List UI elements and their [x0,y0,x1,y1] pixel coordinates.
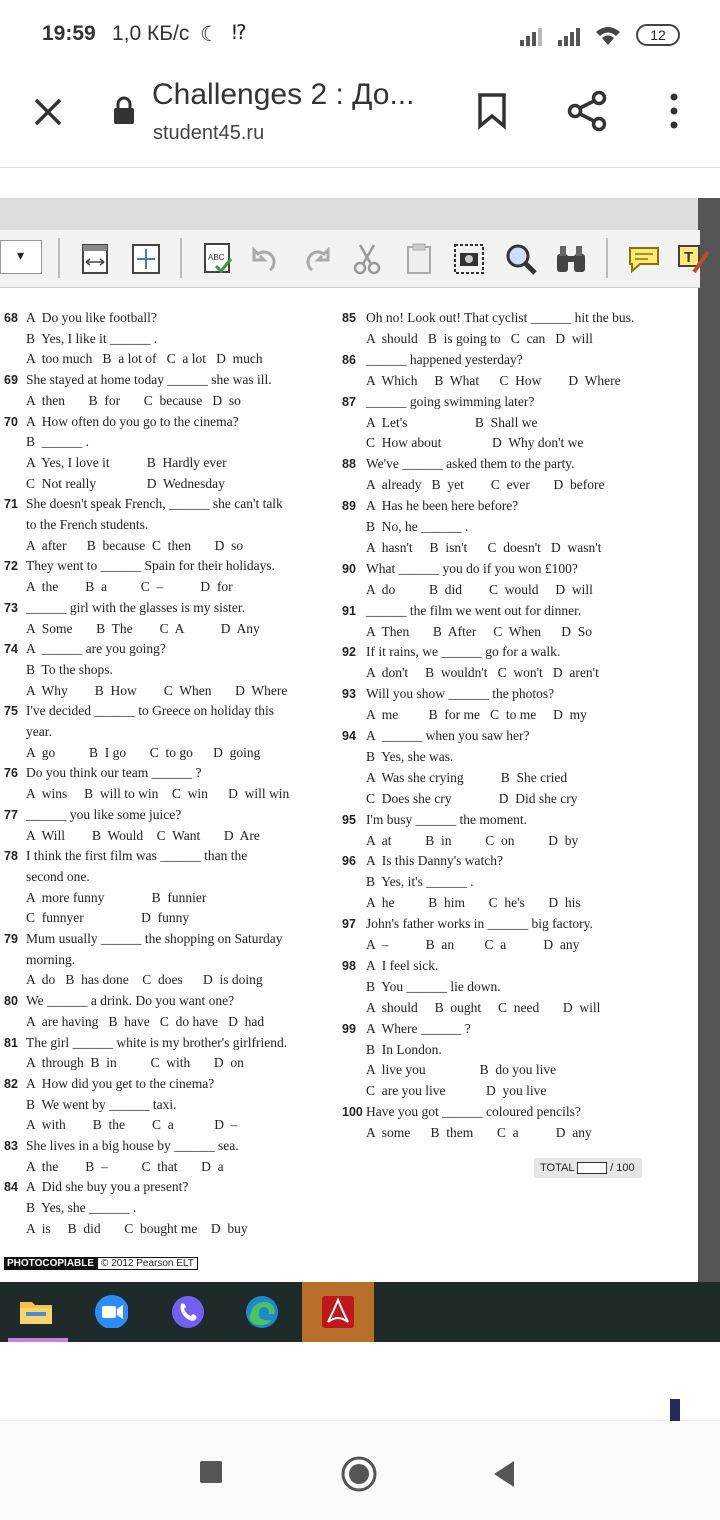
question-number: 75 [4,704,18,719]
question-text: ______ the film we went out for dinner. [366,602,582,618]
question-line [342,498,518,514]
question-line [4,496,283,512]
pdf-reader-taskbar-item[interactable] [302,1282,374,1342]
answer-line [342,477,604,493]
answer-line [4,786,289,802]
question-line [4,1076,214,1092]
question-number: 70 [4,414,18,429]
question-line [4,703,274,719]
question-text: B You ______ lie down. [366,978,501,994]
question-text: A do B did C would D will [366,581,593,597]
question-text: B Yes, she was. [366,748,454,764]
question-text: A some B them C a D any [366,1125,592,1141]
copyright-text: © 2012 Pearson ELT [97,1257,198,1270]
question-number: 91 [342,603,356,618]
answer-line [342,331,593,347]
more-options-icon[interactable] [668,92,680,132]
question-text: I'm busy ______ the moment. [366,811,528,827]
question-number: 100 [342,1105,363,1120]
answer-line [4,724,52,740]
question-line [342,644,560,660]
question-text: A already B yet C ever D before [366,477,605,493]
question-text: Oh no! Look out! That cyclist ______ hit the bus. [366,310,635,325]
question-text: We ______ a drink. Do you want one? [26,993,235,1009]
answer-line [4,331,157,347]
answer-line [4,621,260,637]
question-line [4,993,234,1009]
answer-line [342,791,577,807]
network-speed: 1,0 КБ/с [112,22,190,45]
question-text: What ______ you do if you won £100? [366,560,578,576]
question-text: C Does she cry D Did she cry [366,790,578,806]
question-text: A Is this Danny's watch? [366,853,504,869]
page-title: Challenges 2 : До... [152,78,415,111]
question-line [342,1021,471,1037]
answer-line [342,707,587,723]
question-number: 79 [4,932,18,946]
question-text: A ______ when you saw her? [366,728,530,743]
question-text: B ______ . [26,434,90,450]
answer-line [4,828,260,844]
question-number: 72 [4,559,18,574]
undo-icon[interactable] [250,244,280,274]
answer-line [342,519,468,535]
answer-line [4,745,260,761]
answer-line [342,1042,442,1058]
question-line [4,848,247,864]
question-text: C are you live D you live [366,1083,547,1099]
question-number: 69 [4,373,18,388]
question-line [4,1035,287,1051]
question-text: She doesn't speak French, ______ she can't talk [26,496,283,512]
question-text: B Yes, she ______ . [26,1200,137,1216]
browser-app-bar [0,70,720,168]
lock-icon [112,96,136,126]
search-icon[interactable] [504,242,538,276]
question-text: A How did you get to the cinema? [26,1075,215,1091]
zoom-app-icon[interactable] [94,1294,128,1328]
zoom-dropdown[interactable] [0,240,42,274]
answer-line [4,869,90,885]
notification-icon: ⁉ [232,22,247,44]
question-text: The girl ______ white is my brother's girlfriend. [26,1034,288,1050]
question-line [4,600,245,616]
question-text: A is B did C bought me D buy [26,1220,248,1236]
question-text: They went to ______ Spain for their holidays. [26,558,275,574]
find-binoculars-icon[interactable] [554,242,588,276]
answer-line [342,895,581,911]
chevron-down-icon: ▾ [17,247,25,263]
question-line [4,414,239,430]
total-max: / 100 [610,1162,635,1174]
photocopiable-label: PHOTOCOPIABLE [4,1257,97,1270]
question-number: 90 [342,561,356,576]
question-text: to the French students. [26,517,149,532]
question-number: 87 [342,394,356,409]
cut-icon[interactable] [352,242,382,276]
edge-marker [670,1399,680,1421]
question-text: A should B is going to C can D will [366,330,593,346]
question-text: B In London. [366,1041,442,1057]
answer-line [4,662,113,678]
question-line [342,456,575,472]
back-button[interactable] [492,1459,518,1489]
answer-line [4,1055,244,1071]
question-text: A are having B have C do have D had [26,1013,265,1029]
question-number: 94 [342,729,356,743]
question-text: A at B in C on D by [366,832,579,848]
question-text: A Was she crying B She cried [366,769,568,785]
question-text: I think the first film was ______ than the [26,848,248,864]
question-line [342,352,523,368]
question-text: A hasn't B isn't C doesn't D wasn't [366,539,602,555]
question-line [4,372,272,388]
question-text: A wins B will to win C win D will win [26,786,290,802]
question-text: ______ going swimming later? [366,393,535,409]
viewer-scroll-strip[interactable] [698,198,720,1282]
question-number: 80 [4,994,18,1009]
page-url[interactable]: student45.ru [153,122,265,144]
redo-icon[interactable] [302,244,332,274]
question-number: 77 [4,807,18,822]
question-text: A through B in C with D on [26,1055,244,1071]
question-text: A the B – C that D a [26,1158,224,1174]
active-indicator [8,1338,68,1342]
answer-line [342,665,599,681]
question-text: A more funny B funnier [26,889,207,905]
battery-icon [636,24,680,46]
question-text: B Yes, I like it ______ . [26,330,158,346]
question-text: Will you show ______ the photos? [366,686,555,702]
question-text: If it rains, we ______ go for a walk. [366,644,561,660]
os-taskbar [0,1282,720,1342]
answer-line [342,1125,592,1141]
question-text: A Which B What C How D Where [366,372,621,388]
question-number: 92 [342,645,356,660]
question-text: Have you got ______ coloured pencils? [366,1104,581,1120]
answer-line [342,833,578,849]
question-number: 98 [342,958,356,973]
question-number: 78 [4,849,18,864]
question-line [342,394,534,410]
question-text: A with B the C a D – [26,1117,238,1133]
question-text: ______ girl with the glasses is my sister. [26,599,245,615]
answer-line [4,890,206,906]
answer-line [4,1221,248,1237]
answer-line [4,579,233,595]
question-text: A go B I go C to go D going [26,744,261,760]
question-text: A Where ______ ? [366,1020,471,1036]
question-number: 86 [342,352,356,367]
system-nav-bar [0,1420,720,1520]
question-text: A don't B wouldn't C won't D aren't [366,665,599,681]
answer-line [4,351,263,367]
answer-line [342,874,473,890]
question-line [4,931,283,947]
answer-line [4,393,241,409]
answer-line [4,455,227,471]
signal-icon [520,24,630,48]
pdf-page [0,300,698,1280]
question-text: morning. [26,951,76,967]
question-number: 99 [342,1021,356,1036]
question-number: 76 [4,766,18,781]
question-number: 84 [4,1180,18,1195]
question-text: A Some B The C A D Any [26,620,260,636]
home-button[interactable] [340,1455,378,1493]
answer-line [342,435,583,451]
viewer-header-strip [0,198,700,230]
pdf-toolbar [0,230,700,288]
answer-line [4,1097,177,1113]
question-line [342,603,581,619]
moon-icon: ☾ [200,23,219,46]
answer-line [342,582,593,598]
spellcheck-icon[interactable] [202,242,234,276]
answer-line [4,1200,136,1216]
question-number: 88 [342,457,356,472]
answer-line [4,1014,264,1030]
question-line [4,807,181,823]
question-number: 85 [342,311,356,325]
question-line [342,916,593,932]
question-text: A Yes, I love it B Hardly ever [26,454,227,470]
question-text: A Do you like football? [26,310,157,325]
comment-icon[interactable] [626,244,662,274]
file-explorer-icon[interactable] [18,1294,52,1328]
question-text: B To the shops. [26,661,113,677]
answer-line [4,517,148,533]
question-text: A ______ are you going? [26,641,166,657]
question-text: A I feel sick. [366,957,439,973]
question-line [342,958,438,974]
snapshot-icon[interactable] [452,242,486,276]
question-line [342,812,527,828]
question-text: A me B for me C to me D my [366,707,587,723]
question-number: 89 [342,499,356,514]
paste-icon[interactable] [404,242,434,276]
question-number: 97 [342,917,356,932]
share-icon[interactable] [566,90,608,132]
total-label: TOTAL [540,1162,575,1174]
question-text: Mum usually ______ the shopping on Saturday [26,931,283,946]
pdf-reader-icon [320,1294,356,1330]
question-number: 83 [4,1139,18,1153]
question-text: A How often do you go to the cinema? [26,413,239,429]
question-line [4,558,275,574]
question-text: C How about D Why don't we [366,435,584,451]
viber-icon[interactable] [170,1294,204,1328]
question-text: John's father works in ______ big factory. [366,916,593,932]
answer-line [4,538,243,554]
answer-line [4,1117,238,1133]
svg-text:ABC: ABC [208,253,225,262]
question-text: A after B because C then D so [26,537,244,553]
question-text: ______ happened yesterday? [366,351,523,367]
question-text: A Did she buy you a present? [26,1179,189,1195]
total-score-box [534,1158,642,1178]
answer-line [342,1083,546,1099]
question-text: C funnyer D funny [26,910,190,926]
question-text: B We went by ______ taxi. [26,1096,177,1112]
close-icon[interactable] [32,96,64,128]
question-text: A Has he been here before? [366,498,519,514]
answer-line [342,1062,556,1078]
svg-text:T: T [684,249,694,266]
fit-page-icon[interactable] [130,242,162,276]
question-text: C Not really D Wednesday [26,475,225,491]
toolbar-divider [606,238,608,278]
question-text: We've ______ asked them to the party. [366,456,575,472]
answer-line [342,624,592,640]
question-text: A then B for C because D so [26,392,241,408]
status-bar [0,0,720,70]
answer-line [342,937,579,953]
question-number: 96 [342,854,356,869]
question-text: A Will B Would C Want D Are [26,827,260,843]
page-footer [4,1256,198,1272]
question-line [4,1138,239,1154]
question-number: 93 [342,687,356,702]
total-input-box[interactable] [577,1162,607,1174]
question-line [4,310,157,326]
question-text: A should B ought C need D will [366,999,601,1015]
question-number: 68 [4,311,18,325]
question-line [4,765,201,781]
question-text: A Why B How C When D Where [26,682,288,698]
answer-line [4,434,89,450]
question-number: 81 [4,1035,18,1050]
question-number: 95 [342,812,356,827]
answer-line [4,1159,224,1175]
answer-line [342,1000,600,1016]
question-text: B No, he ______ . [366,519,469,534]
question-number: 73 [4,600,18,615]
question-number: 71 [4,497,18,512]
question-text: A Let's B Shall we [366,414,538,430]
question-text: A Then B After C When D So [366,623,592,639]
answer-line [342,415,538,431]
answer-line [4,683,287,699]
question-text: Do you think our team ______ ? [26,765,202,781]
question-text: ______ you like some juice? [26,806,182,822]
question-text: B Yes, it's ______ . [366,874,474,890]
question-number: 82 [4,1076,18,1091]
toolbar-divider [58,238,60,278]
answer-line [342,770,567,786]
answer-line [342,373,621,389]
question-line [4,1179,188,1195]
question-line [342,853,503,869]
toolbar-divider [180,238,182,278]
question-text: She stayed at home today ______ she was ill. [26,372,272,388]
answer-line [4,476,225,492]
question-text: second one. [26,868,90,884]
question-line [342,1104,581,1120]
question-line [342,561,578,577]
question-text: year. [26,724,52,739]
answer-line [342,979,501,995]
question-text: A – B an C a D any [366,937,580,952]
question-text: A do B has done C does D is doing [26,972,263,988]
question-text: A live you B do you live [366,1062,557,1078]
question-text: A the B a C – D for [26,579,233,595]
answer-line [4,952,75,968]
question-line [4,641,166,657]
bookmark-icon[interactable] [476,92,508,130]
question-text: She lives in a big house by ______ sea. [26,1138,239,1153]
clock: 19:59 [42,22,96,45]
typewriter-icon[interactable] [676,242,712,276]
battery-level: 12 [650,27,666,43]
fit-width-icon[interactable] [80,242,110,276]
answer-line [4,972,263,988]
question-number: 74 [4,642,18,657]
question-line [342,310,634,326]
question-text: I've decided ______ to Greece on holiday this [26,703,274,719]
recents-button[interactable] [200,1461,222,1483]
answer-line [342,749,453,765]
question-line [342,686,554,702]
edge-browser-icon[interactable] [244,1294,278,1328]
answer-line [342,540,602,556]
question-line [342,728,529,744]
question-text: A too much B a lot of C a lot D much [26,351,263,367]
question-text: A he B him C he's D his [366,895,581,911]
answer-line [4,910,189,926]
